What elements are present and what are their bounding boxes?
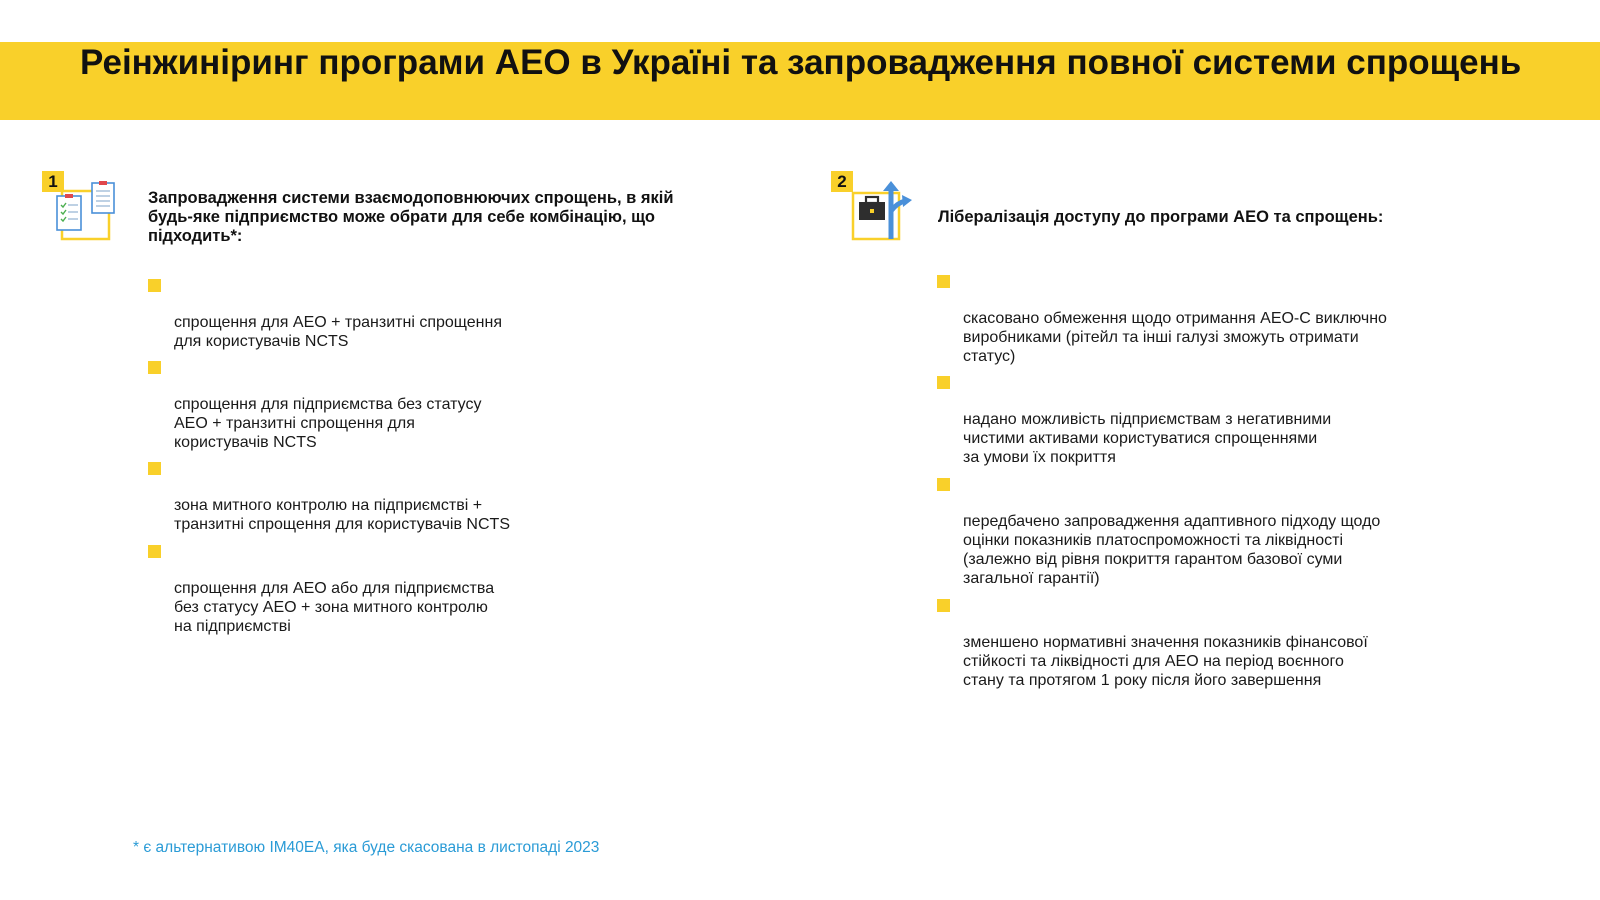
bullet-marker	[148, 279, 161, 292]
briefcase-arrows-icon	[851, 181, 913, 246]
bullet-text: скасовано обмеження щодо отримання АЕО-С виключно виробниками (рітейл та інші галузі зможуть отримати статус)	[963, 310, 1387, 365]
bullet-text: зменшено нормативні значення показників фінансової стійкості та ліквідності для АЕО на період воєнного стану та протягом 1 року після його завершення	[963, 634, 1368, 689]
bullet-text: спрощення для АЕО + транзитні спрощення для користувачів NCTS	[174, 314, 503, 350]
list-item	[148, 275, 594, 351]
checklist-documents-icon	[55, 181, 117, 246]
bullet-marker	[148, 361, 161, 374]
column-2-number-badge: 2	[831, 171, 853, 192]
bullet-marker	[937, 478, 950, 491]
bullet-marker	[937, 275, 950, 288]
column-1-heading: Запровадження системи взаємодоповнюючих спрощень, в якій будь-яке підприємство може обрати для себе комбінацію, що підходить*:	[148, 189, 674, 245]
slide-title: Реінжиніринг програми АЕО в Україні та запровадження повної системи спрощень	[80, 43, 1522, 82]
bullet-marker	[937, 599, 950, 612]
bullet-marker	[937, 376, 950, 389]
list-item	[148, 357, 594, 452]
bullet-text: спрощення для підприємства без статусу АЕО + транзитні спрощення для користувачів NCTS	[174, 396, 482, 451]
list-item	[937, 595, 1483, 690]
column-1-number-badge: 1	[42, 171, 64, 192]
column-2-heading: Лібералізація доступу до програми АЕО та спрощень:	[938, 208, 1384, 226]
list-item	[148, 541, 594, 636]
list-item	[937, 474, 1483, 588]
bullet-marker	[148, 462, 161, 475]
bullet-marker	[148, 545, 161, 558]
bullet-text: зона митного контролю на підприємстві + транзитні спрощення для користувачів NCTS	[174, 497, 510, 533]
list-item	[148, 458, 594, 534]
list-item	[937, 372, 1483, 467]
list-item	[937, 271, 1483, 366]
footnote: * є альтернативою ІМ40ЕА, яка буде скасована в листопаді 2023	[133, 839, 600, 856]
bullet-text: спрощення для АЕО або для підприємства без статусу АЕО + зона митного контролю на підприємстві	[174, 580, 495, 635]
bullet-text: надано можливість підприємствам з негативними чистими активами користуватися спрощеннями за умови їх покриття	[963, 411, 1332, 466]
bullet-text: передбачено запровадження адаптивного підходу щодо оцінки показників платоспроможності та ліквідності (залежно від рівня покриття гарантом базової суми загальної гарантії)	[963, 513, 1381, 587]
